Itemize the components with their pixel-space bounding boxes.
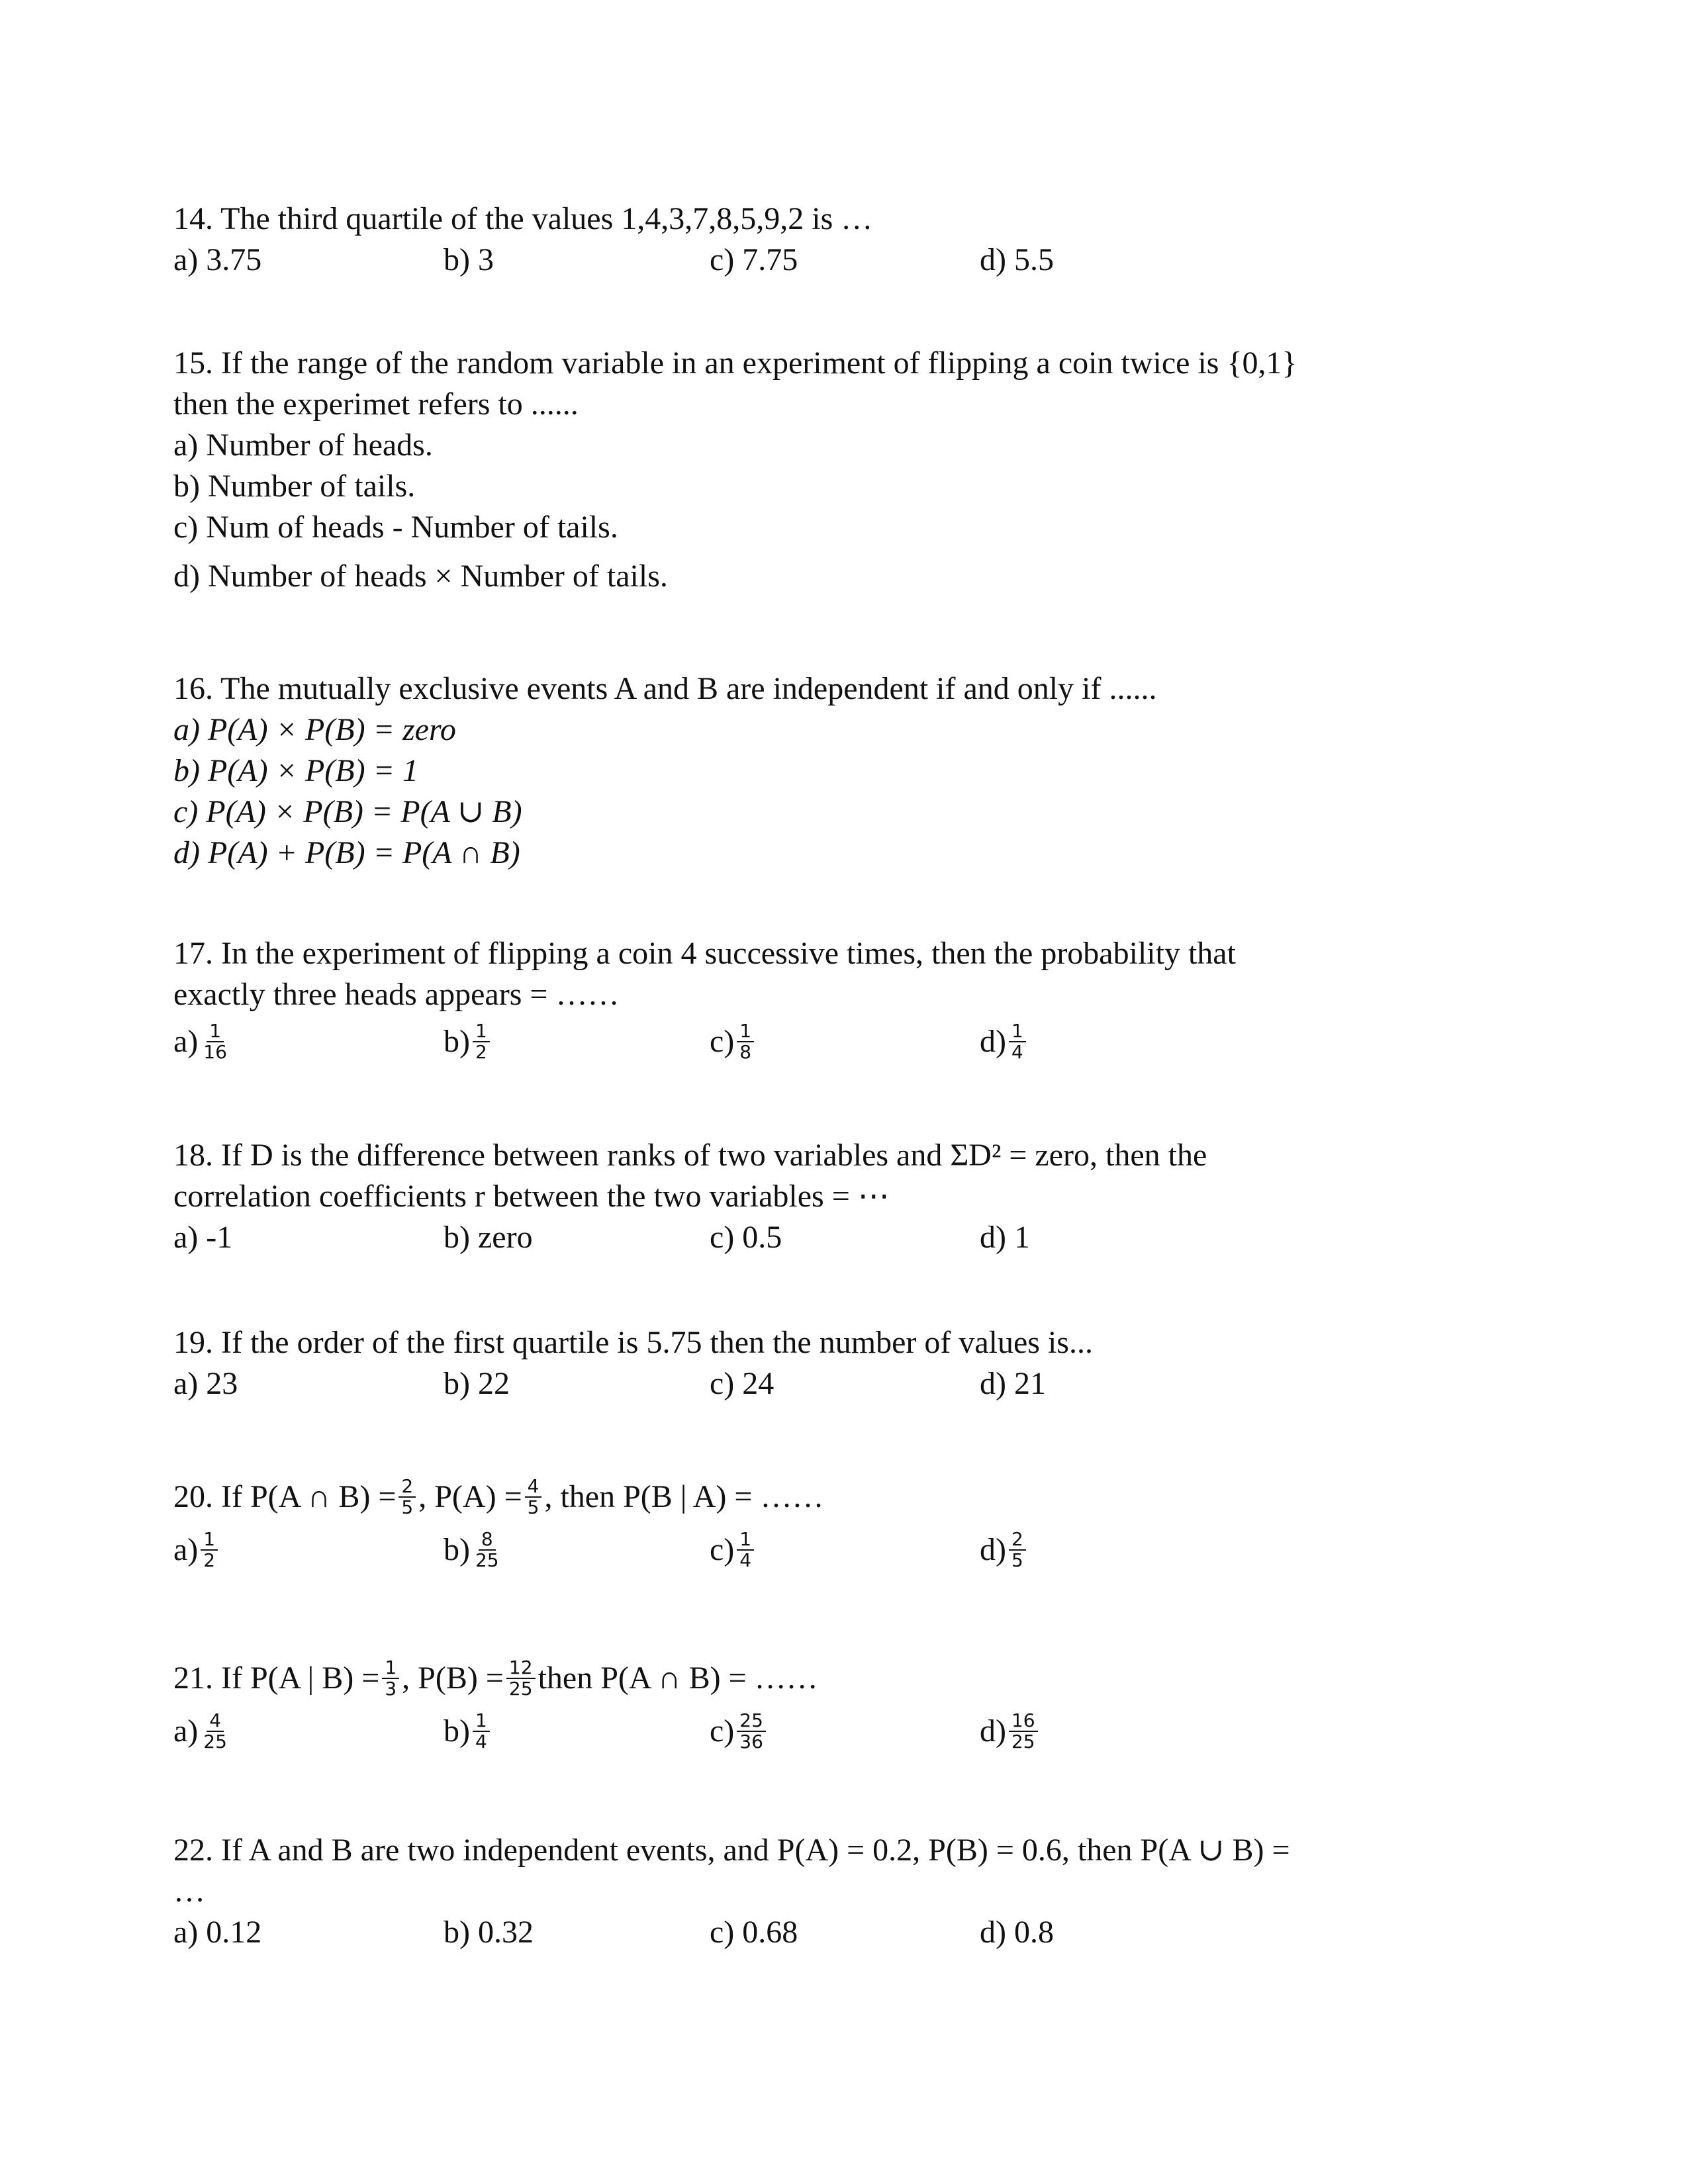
option-d xyxy=(980,1524,1029,1576)
option-label: d) xyxy=(980,1532,1006,1567)
numerator: 1 xyxy=(382,1658,399,1679)
options-row xyxy=(173,1912,1524,1953)
question-18 xyxy=(173,1135,1524,1258)
option-d xyxy=(980,1705,1041,1758)
option-c: c) 0.68 xyxy=(710,1915,798,1950)
fraction xyxy=(382,1658,399,1699)
fraction xyxy=(473,1529,502,1570)
denominator: 25 xyxy=(203,1731,227,1752)
option-a: a) Number of heads. xyxy=(173,428,433,463)
option-b xyxy=(444,1524,504,1576)
option-b: b) P(A) × P(B) = 1 xyxy=(173,753,418,788)
fraction xyxy=(201,1529,218,1570)
option-label: b) xyxy=(444,1024,470,1059)
numerator: 4 xyxy=(525,1477,542,1498)
options-row xyxy=(173,1705,1524,1758)
question-text: 22. If A and B are two independent events, and P(A) = 0.2, P(B) = 0.6, then P(A ∪ B) = xyxy=(173,1833,1290,1868)
option-d: d) 1 xyxy=(980,1220,1030,1255)
option-d: d) Number of heads × Number of tails. xyxy=(173,559,668,594)
numerator: 1 xyxy=(473,1021,490,1042)
option-a xyxy=(173,1015,232,1068)
question-15 xyxy=(173,343,1524,597)
denominator: 2 xyxy=(475,1041,487,1063)
option-label: c) xyxy=(710,1024,735,1059)
option-a: a) 0.12 xyxy=(173,1915,262,1950)
stem-part: , then P(B | A) = …… xyxy=(544,1479,824,1514)
option-label: a) xyxy=(173,1024,199,1059)
option-label: c) xyxy=(710,1713,735,1749)
option-d xyxy=(980,1015,1029,1068)
option-a: a) 23 xyxy=(173,1366,238,1401)
question-19 xyxy=(173,1322,1524,1404)
numerator: 16 xyxy=(1009,1711,1038,1732)
denominator: 16 xyxy=(203,1041,227,1063)
fraction xyxy=(1009,1529,1026,1570)
option-b: b) zero xyxy=(444,1220,533,1255)
option-label: a) xyxy=(173,1532,199,1567)
option-c xyxy=(710,1524,757,1576)
numerator: 1 xyxy=(473,1711,490,1732)
question-16 xyxy=(173,668,1524,874)
stem-part: , P(B) = xyxy=(402,1661,504,1696)
denominator: 25 xyxy=(1011,1731,1035,1752)
question-text-cont: correlation coefficients r between the two variables = ⋯ xyxy=(173,1179,890,1214)
option-d: d) 5.5 xyxy=(980,242,1054,277)
option-d: d) 21 xyxy=(980,1366,1046,1401)
question-text: 16. The mutually exclusive events A and B are independent if and only if ...... xyxy=(173,671,1157,706)
denominator: 4 xyxy=(1011,1041,1023,1063)
options-row xyxy=(173,1524,1524,1576)
stem-part: 20. If P(A ∩ B) = xyxy=(173,1479,397,1514)
question-text: 14. The third quartile of the values 1,4,3,7,8,5,9,2 is … xyxy=(173,201,873,236)
fraction xyxy=(506,1658,536,1699)
fraction xyxy=(201,1021,230,1062)
numerator: 25 xyxy=(737,1711,766,1732)
fraction xyxy=(737,1021,754,1062)
option-b: b) 3 xyxy=(444,242,494,277)
option-label: c) xyxy=(710,1532,735,1567)
question-22 xyxy=(173,1830,1524,1953)
question-text xyxy=(173,1471,1524,1524)
denominator: 5 xyxy=(1011,1549,1023,1571)
denominator: 36 xyxy=(739,1731,763,1752)
numerator: 12 xyxy=(506,1658,536,1679)
numerator: 1 xyxy=(207,1021,224,1042)
stem-part: then P(A ∩ B) = …… xyxy=(538,1661,818,1696)
option-label: d) xyxy=(980,1713,1006,1749)
fraction xyxy=(737,1529,754,1570)
option-label: b) xyxy=(444,1713,470,1749)
fraction xyxy=(201,1711,230,1752)
denominator: 4 xyxy=(475,1731,487,1752)
option-d: d) 0.8 xyxy=(980,1915,1054,1950)
option-b xyxy=(444,1015,492,1068)
options-row xyxy=(173,1015,1524,1068)
question-17 xyxy=(173,933,1524,1068)
denominator: 4 xyxy=(739,1549,752,1571)
option-a xyxy=(173,1524,220,1576)
denominator: 8 xyxy=(739,1041,752,1063)
option-c: c) 7.75 xyxy=(710,242,798,277)
option-b xyxy=(444,1705,492,1758)
options-row xyxy=(173,1217,1524,1258)
option-c: c) 0.5 xyxy=(710,1220,782,1255)
numerator: 4 xyxy=(207,1711,224,1732)
fraction xyxy=(1009,1711,1038,1752)
option-c: c) P(A) × P(B) = P(A ∪ B) xyxy=(173,794,522,829)
numerator: 2 xyxy=(1009,1529,1026,1551)
fraction xyxy=(473,1711,490,1752)
option-b: b) 0.32 xyxy=(444,1915,534,1950)
option-a: a) 3.75 xyxy=(173,242,262,277)
denominator: 5 xyxy=(401,1496,414,1518)
numerator: 1 xyxy=(737,1529,754,1551)
option-d: d) P(A) + P(B) = P(A ∩ B) xyxy=(173,835,520,870)
fraction xyxy=(473,1021,490,1062)
option-label: b) xyxy=(444,1532,470,1567)
option-a: a) P(A) × P(B) = zero xyxy=(173,712,456,747)
stem-part: 21. If P(A | B) = xyxy=(173,1661,380,1696)
option-label: d) xyxy=(980,1024,1006,1059)
stem-part: , P(A) = xyxy=(418,1479,522,1514)
question-text xyxy=(173,1652,1524,1705)
question-text-cont: … xyxy=(173,1874,205,1909)
fraction xyxy=(525,1477,542,1518)
option-c: c) Num of heads - Number of tails. xyxy=(173,510,618,545)
question-14 xyxy=(173,199,1524,281)
denominator: 2 xyxy=(203,1549,216,1571)
question-text-cont: then the experimet refers to ...... xyxy=(173,387,579,422)
question-text: 15. If the range of the random variable in an experiment of flipping a coin twice is {0,1} xyxy=(173,345,1297,381)
option-c xyxy=(710,1705,769,1758)
fraction xyxy=(737,1711,766,1752)
numerator: 1 xyxy=(1009,1021,1026,1042)
option-label: a) xyxy=(173,1713,199,1749)
question-text: 19. If the order of the first quartile is 5.75 then the number of values is... xyxy=(173,1325,1093,1360)
denominator: 5 xyxy=(527,1496,539,1518)
option-c: c) 24 xyxy=(710,1366,774,1401)
options-row xyxy=(173,240,1524,281)
fraction xyxy=(1009,1021,1026,1062)
numerator: 1 xyxy=(737,1021,754,1042)
numerator: 8 xyxy=(479,1529,496,1551)
numerator: 1 xyxy=(201,1529,218,1551)
fraction xyxy=(399,1477,416,1518)
question-21 xyxy=(173,1652,1524,1758)
options-row xyxy=(173,1363,1524,1404)
question-text-cont: exactly three heads appears = …… xyxy=(173,977,620,1012)
option-a: a) -1 xyxy=(173,1220,233,1255)
question-text: 17. In the experiment of flipping a coin 4 successive times, then the probability that xyxy=(173,936,1236,971)
option-b: b) Number of tails. xyxy=(173,469,416,504)
denominator: 3 xyxy=(385,1678,397,1700)
denominator: 25 xyxy=(508,1678,533,1700)
option-a xyxy=(173,1705,232,1758)
question-text: 18. If D is the difference between ranks of two variables and ΣD² = zero, then the xyxy=(173,1138,1207,1173)
numerator: 2 xyxy=(399,1477,416,1498)
option-b: b) 22 xyxy=(444,1366,510,1401)
option-c xyxy=(710,1015,757,1068)
question-20 xyxy=(173,1471,1524,1576)
denominator: 25 xyxy=(475,1549,499,1571)
